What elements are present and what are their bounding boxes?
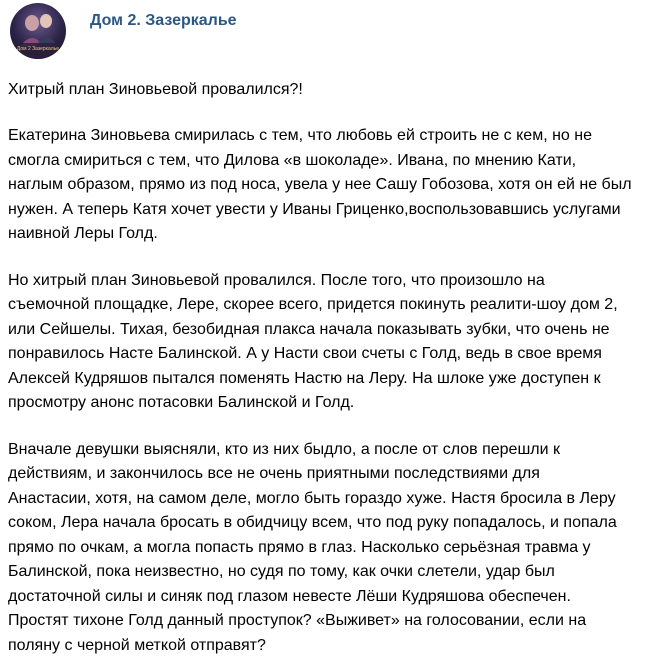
text-line: или Сейшелы. Тихая, безобидная плакса начала показывать зубки, что очень не [8,320,610,338]
text-line: поляну с черной меткой отправят? [8,636,266,654]
post-header [10,3,237,63]
text-line: Простят тихоне Голд данный проступок? «Выживет» на голосовании, если на [8,612,587,629]
text-line: прямо по очкам, а могла попасть прямо в глаз. Насколько серьёзная травма у [8,538,591,556]
text-line: соком, Лера начала бросать в обидчицу всем, что под руку попадалось, и попала [8,514,617,531]
text-line: Вначале девушки выясняли, кто из них быдло, а после от слов перешли к [8,440,560,458]
text-line: смогла смириться с тем, что Дилова «в шоколаде». Ивана, по мнению Кати, [8,151,577,169]
text-line: действиям, и закончилось все не очень приятными последствиями для [8,465,540,482]
text-line: съемочной площадке, Лере, скорее всего, придется покинуть реалити-шоу дом 2, [8,296,618,313]
text-line: понравилось Насте Балинской. А у Насти свои счеты с Голд, ведь в свое время [8,345,602,362]
text-line: Екатерина Зиновьева смирилась с тем, что любовь ей строить не с кем, но не [8,127,593,144]
text-line: наглым образом, прямо из под носа, увела у нее Сашу Гобозова, хотя он ей не был [8,176,632,193]
avatar-image [10,3,66,59]
text-line: наивной Леры Голд. [8,225,158,242]
post-paragraph-1 [8,124,668,247]
text-line: нужен. А теперь Катя хочет увести у Иваны Гриценко,воспользовавшись услугами [8,200,621,218]
text-line: Балинской, пока неизвестно, но судя по тому, как очки слетели, удар был [8,563,555,580]
text-line: Анастасии, хотя, на самом деле, могло быть гораздо хуже. Настя бросила в Леру [8,489,616,507]
avatar-caption: Дом 2 Зазеркалье [16,46,60,52]
post-paragraph-2 [8,269,668,416]
post-paragraph-3 [8,438,668,659]
text-line: Алексей Кудряшов пытался поменять Настю на Леру. На шлоке уже доступен к [8,369,601,387]
post-title: Хитрый план Зиновьевой провалился?! [8,81,303,98]
post-body [8,78,668,658]
text-line: просмотру анонс потасовки Балинской и Голд. [8,394,355,411]
text-line: достаточной силы и синяк под глазом невесте Лёши Кудряшова обеспечен. [8,587,571,605]
text-line: Но хитрый план Зиновьевой провалился. После того, что произошло на [8,271,545,289]
channel-name-link[interactable]: Дом 2. Зазеркалье [90,12,237,29]
channel-avatar[interactable] [10,3,66,59]
